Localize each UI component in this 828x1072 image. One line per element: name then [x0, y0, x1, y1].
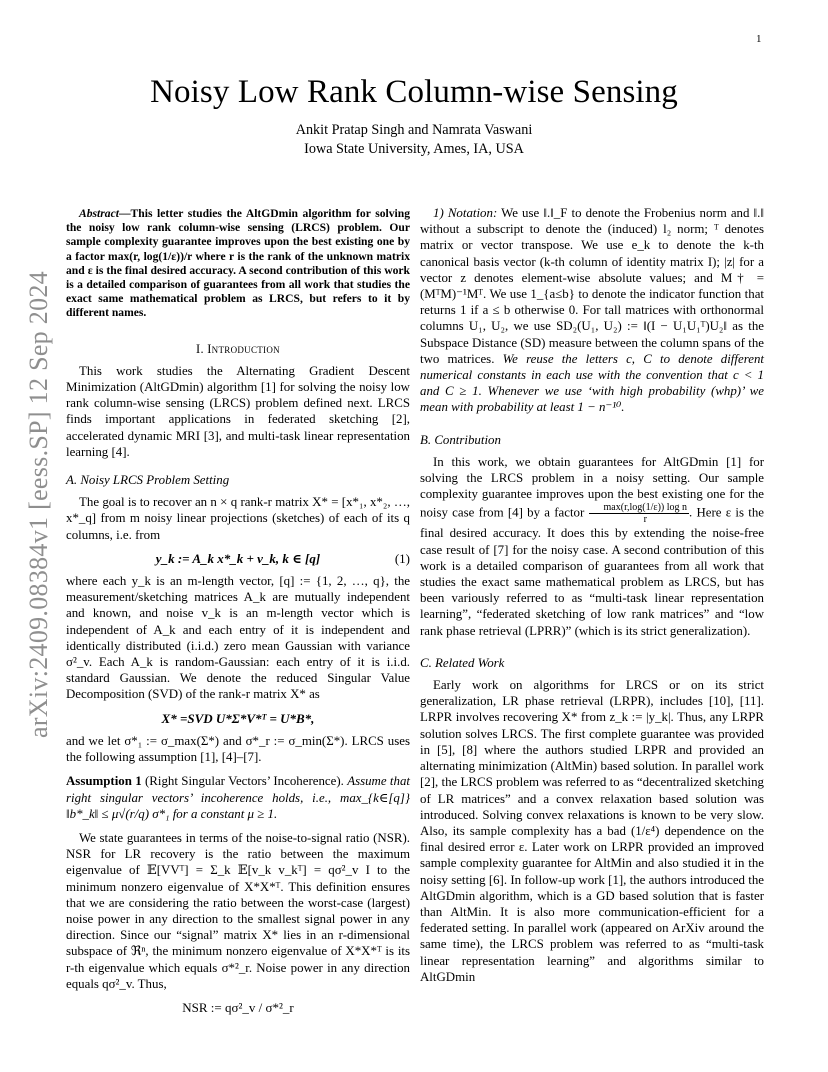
assumption-label: Assumption 1	[66, 774, 142, 789]
equation-nsr: NSR := qσ²_v / σ*²_r	[182, 999, 294, 1015]
improvement-factor-fraction	[589, 502, 690, 525]
page-number: 1	[756, 33, 762, 45]
equation-1	[66, 551, 410, 567]
abstract	[66, 207, 410, 321]
problem-setting-paragraph-3: and we let σ*₁ := σ_max(Σ*) and σ*_r := σ_min(Σ*). LRCS uses the following assumption [1], [4]–[7].	[66, 733, 410, 765]
arxiv-watermark[interactable]: arXiv:2409.08384v1 [eess.SP] 12 Sep 2024	[24, 271, 53, 738]
contribution-paragraph	[420, 454, 764, 639]
left-column	[66, 207, 410, 1016]
abstract-lead: Abstract	[79, 207, 119, 220]
notation-text: We use ‖.‖_F to denote the Frobenius norm and ‖.‖ without a subscript to denote the (induced) l₂ norm; ᵀ denotes matrix or vector transpose. We use e_k to denote the k-th canonical basis vector (k-th column of identity matrix I); |z| for a vector z denotes element-wise absolute values; and M† = (MᵀM)⁻¹Mᵀ. We use 1_{a≤b} to denote the indicator function that returns 1 if a ≤ b otherwise 0. For tall matrices with orthonormal columns U₁, U₂, we use SD₂(U₁, U₂) := ‖(I − U₁U₁ᵀ)U₂‖ as the Subspace Distance (SD) measure between the column spans of the two matrices.	[420, 206, 764, 366]
fraction-numerator: max(r,log(1/ε)) log n	[589, 502, 690, 514]
notation-italic-text: We reuse the letters c, C to denote different numerical constants in each use with the convention that c < 1 and C ≥ 1. Whenever we use ‘with high probability (whp)’ we mean with probability at least 1 − n⁻¹⁰.	[420, 351, 764, 415]
equation-1-number: (1)	[394, 550, 410, 566]
paper-affiliation: Iowa State University, Ames, IA, USA	[304, 141, 524, 157]
related-work-paragraph: Early work on algorithms for LRCS or on its strict generalization, LR phase retrieval (LRPR), includes [10], [11]. LRPR involves recovering X* from z_k := |y_k|. Thus, any LRPR solution solves LRCS. The first complete guarantee was provided in [5], [8] where the authors studied LRPR and provided an alternating minimization (AltMin) based solution. In parallel work [2], the LRCS problem was referred to as “decentralized sketching of LR matrices” and a convex relaxation based solution was introduced. Solving convex relaxations is known to be very slow. Also, its sample complexity has a bad (1/ε⁴) dependence on the final desired error ε. Later work on LRPR provided an improved sample complexity guarantee for AltMin and also studied it in the noisy setting [6]. In follow-up work [1], the authors introduced the AltGDmin algorithm, which is a GD based solution that is faster than AltMin. It is also more communication-efficient for a federated setting. In parallel work (appeared on ArXiv around the same time), the LRCS problem was referred to as “multi-task linear representation learning” and algorithms similar to AltGDmin	[420, 678, 764, 984]
subsection-heading-related-work: C. Related Work	[420, 655, 505, 670]
problem-setting-paragraph-1: The goal is to recover an n × q rank-r matrix X* = [x*₁, x*₂, …, x*_q] from m noisy linear projections (sketches) of each of its q columns, i.e. from	[66, 495, 410, 542]
contribution-text-a: In this work, we obtain guarantees for AltGDmin [1] for solving the LRCS problem in a noisy setting. Our sample complexity guarantee improves upon the best existing one for the noisy case from [4] by a factor	[420, 454, 764, 520]
notation-lead: 1) Notation:	[433, 206, 498, 220]
equation-1-body: y_k := A_k x*_k + v_k, k ∈ [q]	[155, 550, 321, 566]
section-heading-introduction: I. Introduction	[196, 341, 280, 356]
assumption-1	[66, 773, 410, 822]
subsection-heading-problem-setting: A. Noisy LRCS Problem Setting	[66, 473, 230, 488]
subsection-heading-contribution: B. Contribution	[420, 432, 501, 447]
fraction-denominator: r	[643, 514, 647, 526]
nsr-paragraph: We state guarantees in terms of the noise-to-signal ratio (NSR). NSR for LR recovery is the ratio between the maximum eigenvalue of 𝔼[VVᵀ] = Σ_k 𝔼[v_k v_kᵀ] = qσ²_v I to the minimum nonzero eigenvalue of X*X*ᵀ. This definition ensures that we are considering the ratio between the worst-case (largest) noise power in any direction to the smallest signal power in any direction. Since our “signal” matrix X* lies in an r-dimensional subspace of ℜⁿ, the minimum nonzero eigenvalue of X*X*ᵀ is its r-th eigenvalue which equals σ*²_r. Noise power in any direction equals qσ²_v. Thus,	[66, 830, 410, 991]
equation-svd: X* =SVD U*Σ*V*ᵀ = U*B*,	[161, 710, 315, 726]
problem-setting-paragraph-2: where each y_k is an m-length vector, [q] := {1, 2, …, q}, the measurement/sketching matrices A_k are mutually independent and known, and noise v_k is an m-length vector which is independent of A_k and each entry of it is independent and identically distributed (i.i.d.) zero mean Gaussian with variance σ²_v. Each A_k is random-Gaussian: each entry of it is i.i.d. standard Gaussian. We denote the reduced Singular Value Decomposition (SVD) of the rank-r matrix X* as	[66, 574, 410, 702]
contribution-text-b: . Here ε is the final desired accuracy. It does this by extending the noise-free case result of [7] for the noisy case. A second contribution of this work is a detailed comparison of guarantees from all work that studies the exact same mathematical problem as LRCS, but has been variously referred to as “multi-task linear representation learning”, “federated sketching of low rank matrices” and “low rank phase retrieval (LPRR)” (which is its strict generalization).	[420, 505, 764, 638]
paper-title: Noisy Low Rank Column-wise Sensing	[150, 74, 678, 110]
intro-paragraph: This work studies the Alternating Gradient Descent Minimization (AltGDmin) algorithm [1] for solving the noisy low rank column-wise sensing (LRCS) problem defined next. LRCS finds important applications in federated sketching [2], accelerated dynamic MRI [3], and multi-task linear representation learning [4].	[66, 363, 410, 459]
assumption-text: Assume that right singular vectors’ incoherence holds, i.e., max_{k∈[q]} ‖b*_k‖ ≤ μ√(r/q) σ*₁ for a constant μ ≥ 1.	[66, 774, 410, 821]
paper-authors: Ankit Pratap Singh and Namrata Vaswani	[295, 122, 533, 138]
notation-paragraph	[420, 205, 764, 416]
assumption-name: (Right Singular Vectors’ Incoherence).	[145, 774, 344, 789]
abstract-text: —This letter studies the AltGDmin algorithm for solving the noisy low rank column-wise sensing (LRCS) problem. Our sample complexity guarantee improves upon the best existing one by a factor max(r, log(1/ε))/r where r is the rank of the unknown matrix and ε is the final desired accuracy. A second contribution of this work is a detailed comparison of guarantees from all work that studies the exact same mathematical problem as LRCS, but refers to it by different names.	[66, 207, 410, 320]
right-column	[420, 205, 764, 985]
